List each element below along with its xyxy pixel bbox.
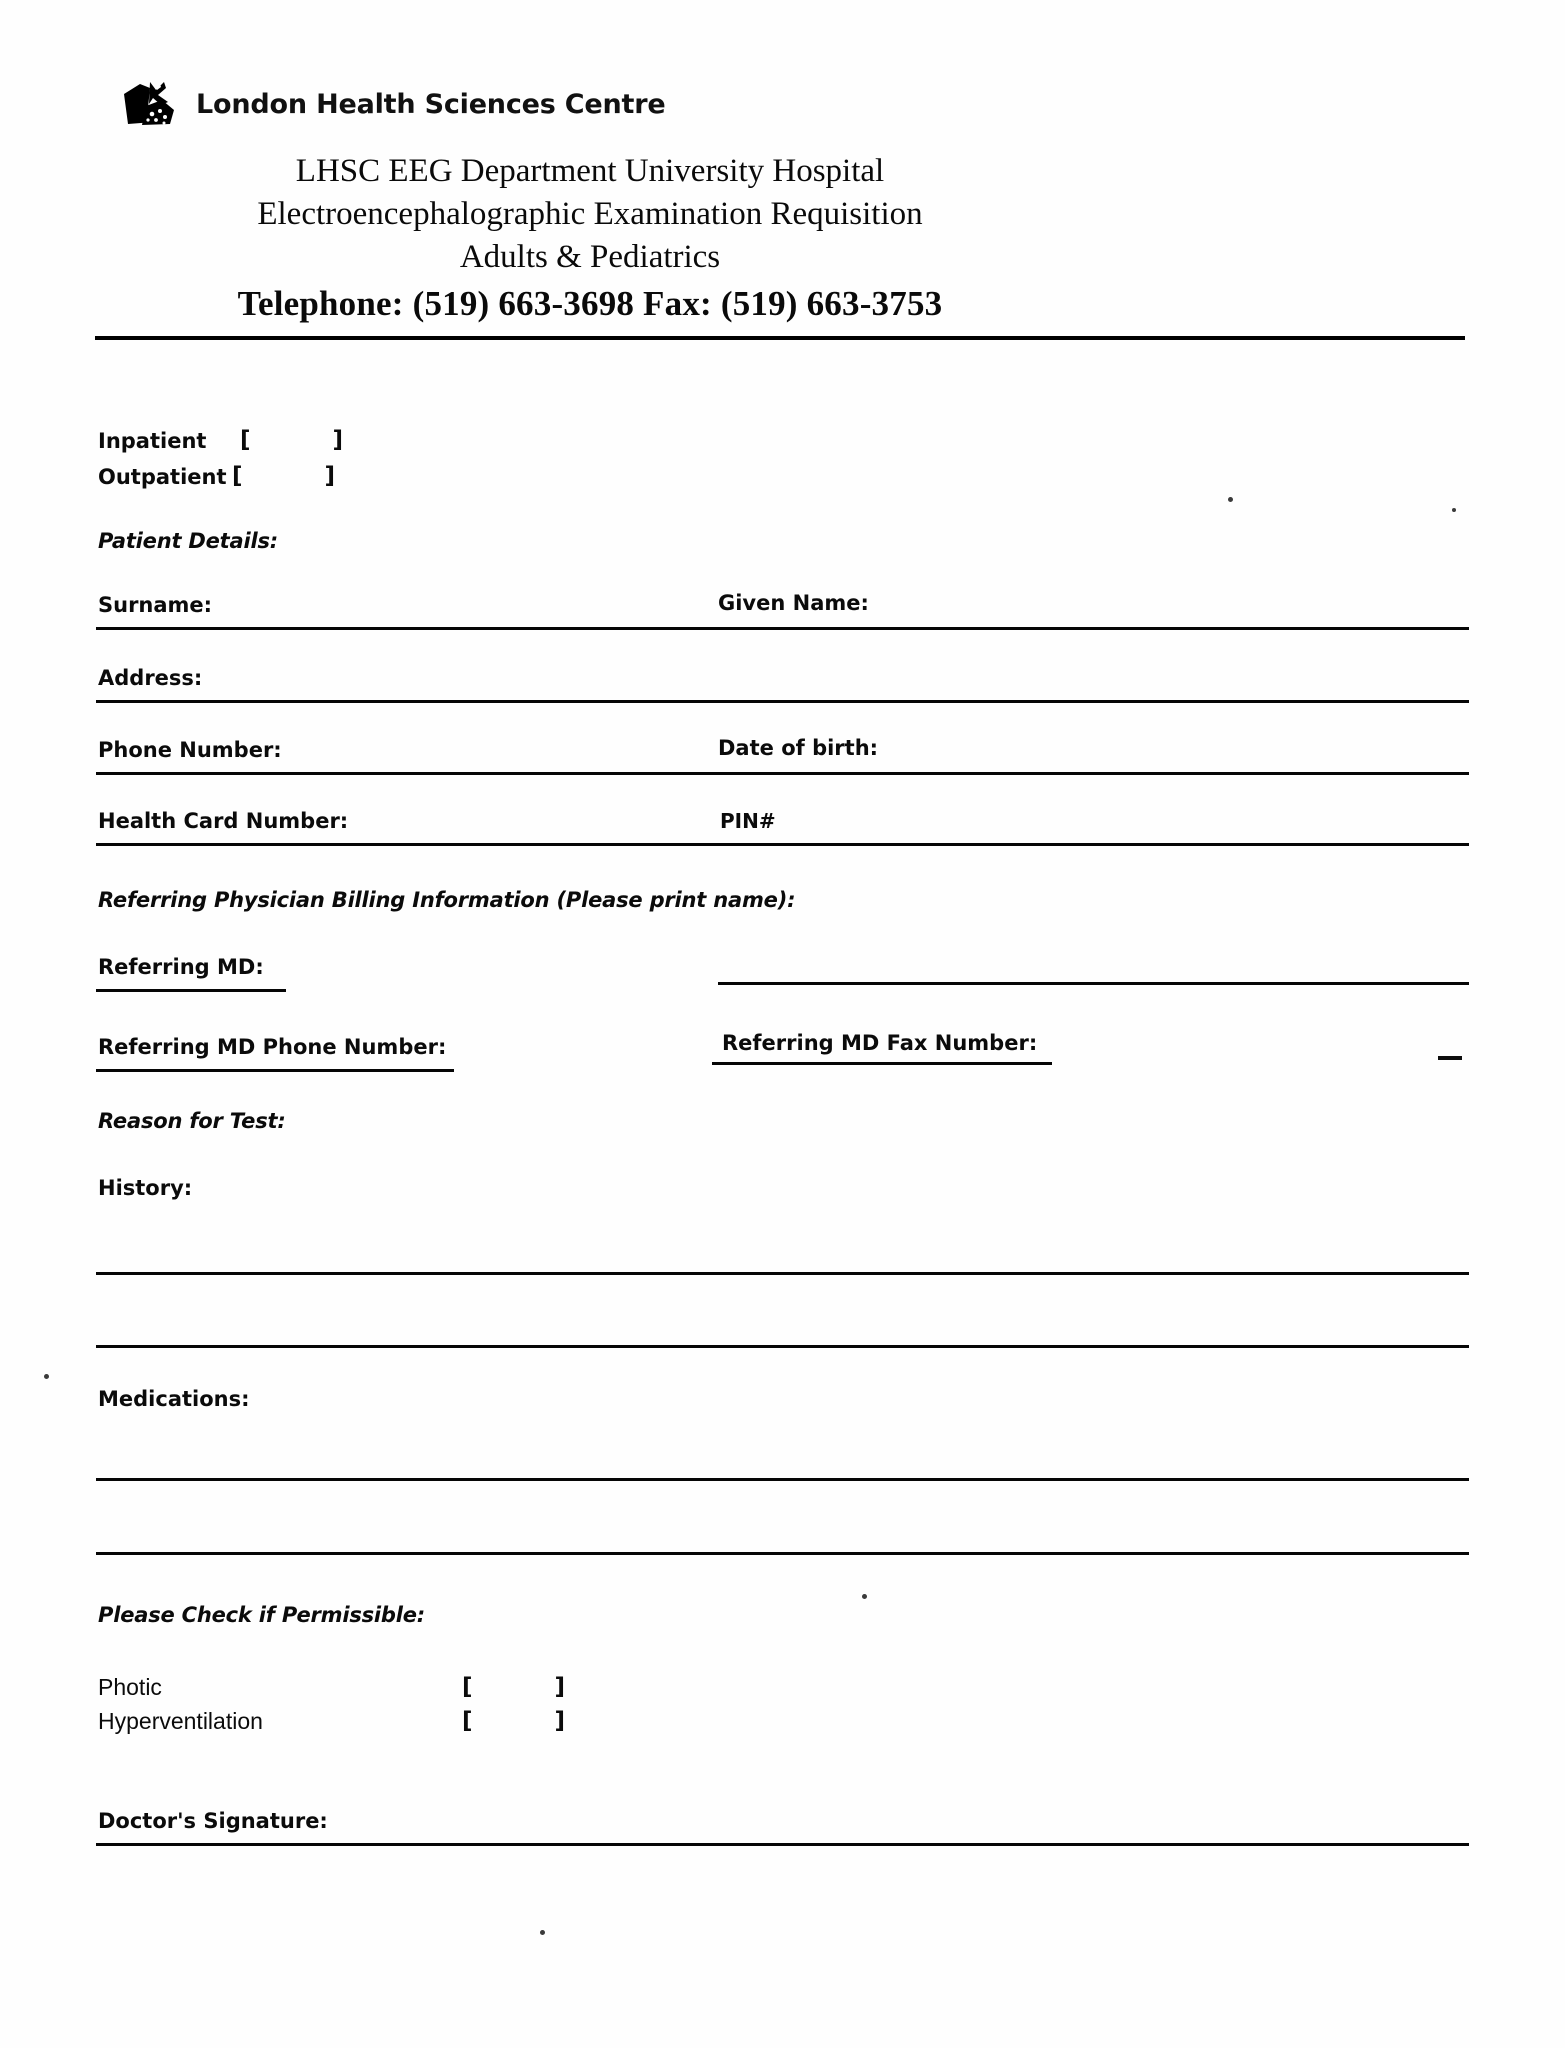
- lhsc-logo-icon: [120, 78, 182, 130]
- referring-md-fax-label: Referring MD Fax Number:: [722, 1031, 1038, 1055]
- surname-given-name-input-line[interactable]: [96, 627, 1469, 630]
- given-name-label: Given Name:: [718, 591, 869, 615]
- scan-speck: [44, 1374, 49, 1379]
- title-line-population: Adults & Pediatrics: [459, 239, 721, 275]
- hyperventilation-label: Hyperventilation: [98, 1708, 263, 1734]
- doctors-signature-label: Doctor's Signature:: [98, 1809, 328, 1833]
- section-patient-details: Patient Details:: [98, 529, 278, 553]
- history-label: History:: [98, 1176, 193, 1200]
- scan-speck: [1452, 508, 1456, 512]
- medications-input-line-1[interactable]: [96, 1478, 1469, 1481]
- header-divider: [95, 336, 1465, 340]
- scan-speck: [862, 1594, 867, 1599]
- inpatient-checkbox[interactable]: [ ]: [240, 427, 354, 453]
- referring-md-label: Referring MD:: [98, 955, 264, 979]
- doctors-signature-input-line[interactable]: [96, 1843, 1469, 1846]
- scan-speck: [1228, 497, 1233, 502]
- health-card-number-label: Health Card Number:: [98, 809, 349, 833]
- photic-checkbox[interactable]: [ ]: [462, 1674, 576, 1700]
- history-input-line-2[interactable]: [96, 1345, 1469, 1348]
- section-referring-billing: Referring Physician Billing Information (Please print name):: [98, 888, 796, 912]
- outpatient-checkbox[interactable]: [ ]: [232, 463, 346, 489]
- phone-number-label: Phone Number:: [98, 738, 282, 762]
- photic-label: Photic: [98, 1674, 162, 1700]
- title-line-department: LHSC EEG Department University Hospital: [295, 153, 885, 189]
- referring-md-fax-input-line[interactable]: [712, 1062, 1052, 1065]
- letterhead: [120, 78, 666, 130]
- address-input-line[interactable]: [96, 700, 1469, 703]
- address-label: Address:: [98, 666, 203, 690]
- outpatient-label: Outpatient: [98, 465, 227, 489]
- scan-speck: [540, 1930, 545, 1935]
- medications-label: Medications:: [98, 1387, 250, 1411]
- section-permissible: Please Check if Permissible:: [98, 1603, 426, 1627]
- hyperventilation-checkbox[interactable]: [ ]: [462, 1708, 576, 1734]
- date-of-birth-label: Date of birth:: [718, 736, 879, 760]
- referring-md-phone-label: Referring MD Phone Number:: [98, 1035, 447, 1059]
- form-title-block: [0, 150, 1180, 329]
- health-card-pin-input-line[interactable]: [96, 843, 1469, 846]
- phone-dob-input-line[interactable]: [96, 772, 1469, 775]
- referring-md-phone-input-line[interactable]: [96, 1069, 454, 1072]
- title-line-exam: Electroencephalographic Examination Requisition: [257, 196, 923, 232]
- medications-input-line-2[interactable]: [96, 1552, 1469, 1555]
- title-line-contact: Telephone: (519) 663-3698 Fax: (519) 663-3753: [237, 284, 943, 323]
- referring-md-label-underline: [96, 989, 286, 992]
- referring-md-input-line[interactable]: [718, 982, 1469, 985]
- organization-name: London Health Sciences Centre: [196, 88, 666, 120]
- scan-dash-artifact: [1438, 1056, 1462, 1060]
- pin-label: PIN#: [720, 809, 776, 833]
- surname-label: Surname:: [98, 593, 213, 617]
- history-input-line-1[interactable]: [96, 1272, 1469, 1275]
- inpatient-label: Inpatient: [98, 429, 207, 453]
- section-reason-for-test: Reason for Test:: [98, 1109, 286, 1133]
